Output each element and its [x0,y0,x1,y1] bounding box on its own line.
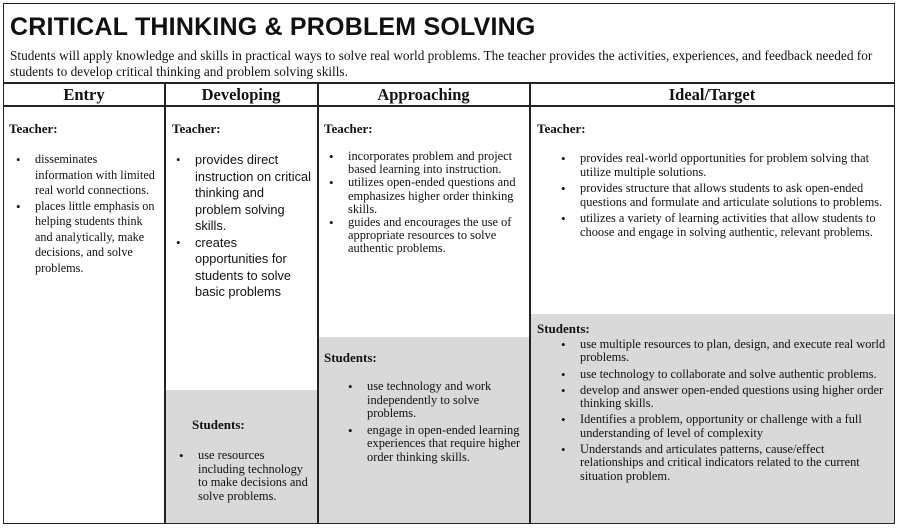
list-item: • utilizes a variety of learning activities that allow students to choose and engage in solving authentic, relevant problems. [560,212,888,239]
approaching-teacher-list [328,150,526,256]
ideal-teacher-label: Teacher: [537,121,586,136]
list-item: • incorporates problem and project based learning into instruction. [328,150,526,176]
page-title: CRITICAL THINKING & PROBLEM SOLVING [10,13,536,41]
list-item: • use multiple resources to plan, design, and execute real world problems. [560,338,888,365]
column-heading-entry: Entry [63,85,105,104]
rubric-description: Students will apply knowledge and skills in practical ways to solve real world problems. The teacher provides the activities, experiences, and feedback needed for students to develop critical thinking and problem solving skills. [10,48,873,79]
entry-teacher-label: Teacher: [9,121,58,136]
list-item: • guides and encourages the use of appropriate resources to solve authentic problems. [328,216,526,256]
entry-teacher-list [15,152,157,276]
column-heading-developing: Developing [201,85,281,104]
developing-teacher-list [175,152,313,301]
developing-students-label: Students: [192,417,245,432]
ideal-students-list [560,338,888,483]
list-item: • provides direct instruction on critical thinking and problem solving skills. [175,152,313,235]
list-item: • Understands and articulates patterns, cause/effect relationships and critical indicators related to the current situation problem. [560,443,888,483]
column-heading-approaching: Approaching [377,85,470,104]
divider-developing-approaching [317,82,319,524]
divider-entry-developing [164,82,166,524]
developing-teacher-label: Teacher: [172,121,221,136]
list-item: • creates opportunities for students to solve basic problems [175,235,313,301]
approaching-students-label: Students: [324,350,377,365]
list-item: • places little emphasis on helping students think and analytically, make decisions, and solve problems. [15,199,157,277]
list-item: • use technology to collaborate and solve authentic problems. [560,368,888,381]
header-top-rule [3,82,895,84]
list-item: • disseminates information with limited real world connections. [15,152,157,199]
approaching-students-list [347,380,525,464]
list-item: • utilizes open-ended questions and emphasizes higher order thinking skills. [328,176,526,216]
column-heading-ideal: Ideal/Target [668,85,756,104]
list-item: • provides real-world opportunities for problem solving that utilize multiple solutions. [560,152,888,179]
developing-students-list [178,449,314,503]
list-item: • Identifies a problem, opportunity or challenge with a full understanding of level of complexity [560,413,888,440]
list-item: • develop and answer open-ended questions using higher order thinking skills. [560,384,888,411]
approaching-teacher-label: Teacher: [324,121,373,136]
list-item: • use resources including technology to make decisions and solve problems. [178,449,314,503]
list-item: • engage in open-ended learning experiences that require higher order thinking skills. [347,424,525,465]
list-item: • provides structure that allows students to ask open-ended questions and formulate and articulate solutions to problems. [560,182,888,209]
divider-approaching-ideal [529,82,531,524]
ideal-students-label: Students: [537,321,590,336]
header-bottom-rule [3,105,895,107]
list-item: • use technology and work independently to solve problems. [347,380,525,421]
ideal-teacher-list [560,152,888,240]
